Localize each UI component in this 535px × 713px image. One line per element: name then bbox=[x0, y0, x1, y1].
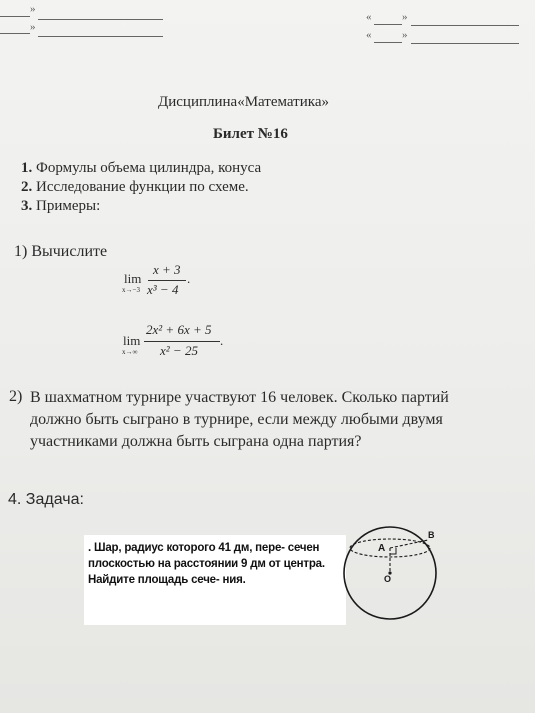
fraction-numerator: x + 3 bbox=[153, 262, 181, 277]
point-a-label: A bbox=[378, 543, 386, 554]
signature-quote-left-bottom: » bbox=[30, 21, 36, 33]
signature-quote-right-top-open: « bbox=[366, 11, 372, 23]
signature-line bbox=[38, 19, 163, 20]
question-text: Примеры: bbox=[36, 198, 101, 214]
ticket-number: Билет №16 bbox=[213, 126, 288, 142]
fraction-denominator: x² − 25 bbox=[160, 343, 198, 358]
question-item-1 bbox=[21, 160, 261, 177]
fraction-bar bbox=[148, 280, 186, 281]
limit-subscript: x→∞ bbox=[122, 348, 138, 356]
sphere-figure bbox=[340, 518, 440, 623]
limit-operator: lim bbox=[123, 333, 141, 348]
signature-quote-right-top-close: » bbox=[402, 11, 408, 23]
question-number: 2. bbox=[21, 179, 33, 195]
signature-line bbox=[0, 16, 30, 17]
question-item-2 bbox=[21, 179, 249, 196]
question-text: Формулы объема цилиндра, конуса bbox=[36, 160, 262, 176]
limit-subscript: x→−3 bbox=[122, 286, 140, 294]
signature-line bbox=[411, 25, 519, 26]
signature-quote-right-bottom-open: « bbox=[366, 29, 372, 41]
task-text: . Шар, радиус которого 41 дм, пере- сечен плоскостью на расстоянии 9 дм от центра. Найдите площадь сече- ния. bbox=[88, 542, 325, 586]
example-1-label: 1) Вычислите bbox=[14, 243, 108, 260]
signature-line bbox=[374, 24, 402, 25]
fraction-numerator: 2x² + 6x + 5 bbox=[146, 322, 212, 337]
task-label: 4. Задача: bbox=[8, 491, 84, 508]
question-text: Исследование функции по схеме. bbox=[36, 179, 249, 195]
question-number: 3. bbox=[21, 198, 33, 214]
fraction-denominator: x³ − 4 bbox=[147, 282, 179, 297]
question-number: 1. bbox=[21, 160, 33, 176]
discipline-title: Дисциплина«Математика» bbox=[158, 94, 329, 110]
limit-operator: lim bbox=[124, 271, 142, 286]
expression-end: . bbox=[220, 333, 224, 348]
example-2-text: В шахматном турнире участвуют 16 человек. Сколько партий должно быть сыграно в турнире, если между любыми двумя участниками должна быть сыграна одна партия? bbox=[30, 389, 449, 450]
point-b-label: B bbox=[428, 530, 435, 540]
fraction-bar bbox=[144, 341, 220, 342]
expression-end: . bbox=[187, 271, 191, 286]
signature-line bbox=[374, 42, 402, 43]
point-o-label: O bbox=[384, 574, 392, 584]
example-2-number: 2) bbox=[9, 388, 23, 405]
signature-line bbox=[411, 43, 519, 44]
signature-quote-left-top: » bbox=[30, 3, 36, 15]
signature-line bbox=[0, 33, 30, 34]
signature-line bbox=[38, 36, 163, 37]
signature-quote-right-bottom-close: » bbox=[402, 29, 408, 41]
question-item-3 bbox=[21, 198, 100, 215]
